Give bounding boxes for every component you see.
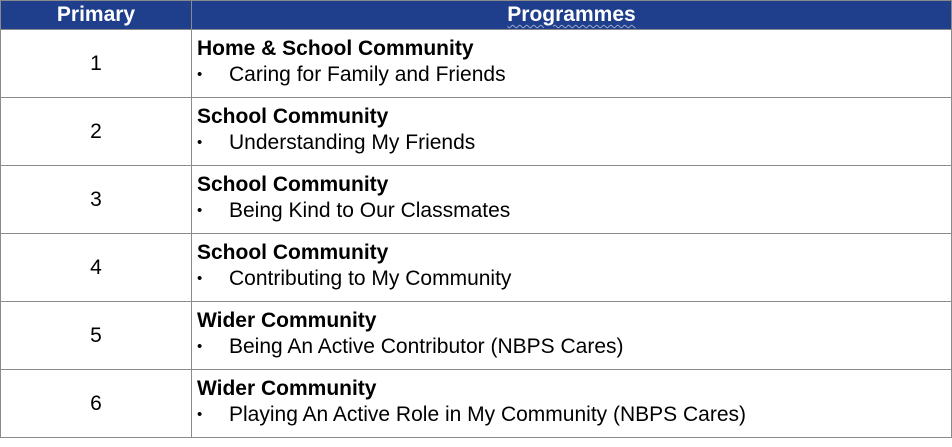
programme-cell xyxy=(192,166,952,234)
programme-item xyxy=(197,401,951,429)
bullet-icon: • xyxy=(197,406,203,423)
programme-cell xyxy=(192,234,952,302)
programmes-column-header xyxy=(192,1,952,30)
programme-item-text: Caring for Family and Friends xyxy=(229,63,506,86)
programmes-header-label: Programmes xyxy=(507,3,636,26)
programme-item xyxy=(197,129,951,157)
bullet-icon: • xyxy=(197,202,203,219)
programme-item-text: Being An Active Contributor (NBPS Cares) xyxy=(229,335,624,358)
programme-cell xyxy=(192,98,952,166)
table-row xyxy=(1,98,952,166)
programme-item xyxy=(197,333,951,361)
community-title: Wider Community xyxy=(197,309,377,332)
table-row xyxy=(1,370,952,438)
bullet-icon: • xyxy=(197,338,203,355)
community-title: School Community xyxy=(197,173,389,196)
programme-item xyxy=(197,265,951,293)
programme-cell xyxy=(192,302,952,370)
community-title: School Community xyxy=(197,105,389,128)
primary-level-cell: 4 xyxy=(1,234,192,302)
programme-item-text: Playing An Active Role in My Community (NBPS Cares) xyxy=(229,403,747,426)
header-row xyxy=(1,1,952,30)
community-title: Home & School Community xyxy=(197,37,474,60)
primary-level-cell: 5 xyxy=(1,302,192,370)
table-row xyxy=(1,166,952,234)
table-row xyxy=(1,234,952,302)
primary-level-cell: 3 xyxy=(1,166,192,234)
table-row xyxy=(1,30,952,98)
programme-item-text: Contributing to My Community xyxy=(229,267,512,290)
primary-level-cell: 2 xyxy=(1,98,192,166)
table-row xyxy=(1,302,952,370)
community-title: School Community xyxy=(197,241,389,264)
programme-item xyxy=(197,61,951,89)
primary-level-cell: 6 xyxy=(1,370,192,438)
bullet-icon: • xyxy=(197,270,203,287)
community-title: Wider Community xyxy=(197,377,377,400)
programme-item-text: Understanding My Friends xyxy=(229,131,476,154)
programme-item xyxy=(197,197,951,225)
primary-column-header: Primary xyxy=(1,1,192,30)
bullet-icon: • xyxy=(197,66,203,83)
programme-item-text: Being Kind to Our Classmates xyxy=(229,199,511,222)
primary-level-cell: 1 xyxy=(1,30,192,98)
bullet-icon: • xyxy=(197,134,203,151)
programme-cell xyxy=(192,30,952,98)
programme-cell xyxy=(192,370,952,438)
